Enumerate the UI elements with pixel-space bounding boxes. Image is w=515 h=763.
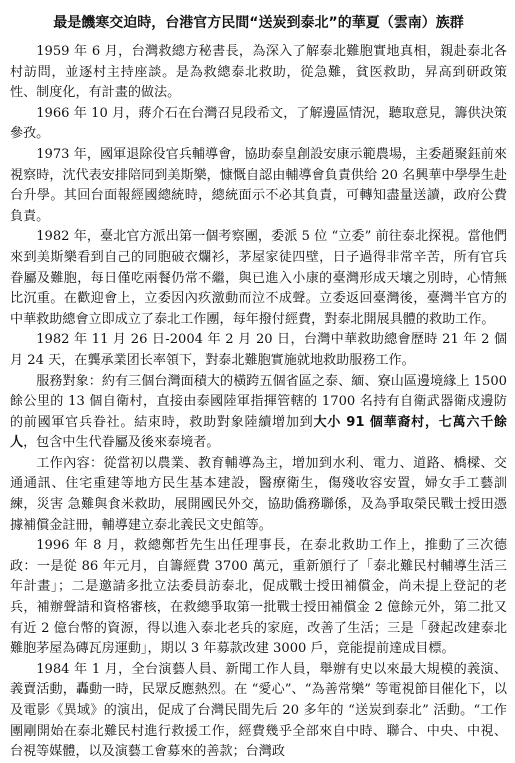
service-targets-tail: ，包含中生代眷屬及後來泰境者。: [23, 435, 220, 451]
paragraph-1984: 1984 年 1 月，全台演藝人員、新聞工作人員，舉辦有史以來最大規模的義演、義賣活動，轟動一時，民眾反應熱烈。在 “愛心”、“為善常樂” 等電視節目催化下，以及電影《異域》的演出，促成了台灣民間先后 20 多年的 “送炭到泰北” 活動。“工作團剛開始在泰北難民村進行救援工作，經費幾乎全部來自中時、聯合、中央、中視、台視等媒體，以及演藝工會募來的善款；台灣政: [10, 661, 507, 760]
paragraph-1982-2004: 1982 年 11 月 26 日-2004 年 2 月 20 日，台灣中華救助總會歷時 21 年 2 個月 24 天，在龔承業团长率領下，對泰北難胞實施就地救助服務工作。: [10, 332, 507, 368]
paragraph-1982-delegation: 1982 年，臺北官方派出第一個考察團，委派 5 位 “立委” 前往泰北探視。當他們來到美斯樂看到自己的同胞破衣爛衫，茅屋家徒四壁，日子過得非常辛苦，所有官兵眷屬及難胞，每日僅吃兩餐仍常不繼，與已進入小康的臺灣形成天壤之別時，心情無比沉重。在歡迎會上，立委因內疚激動而泣不成聲。立委返回臺灣後，臺灣半官方的中華救助總會立即成立了泰北工作團，每年撥付經費，對泰北開展具體的救助工作。: [10, 229, 507, 327]
service-targets-text: 服務對象：約有三個台灣面積大的橫跨五個省區之泰、緬、寮山區邊境緣上 1500 餘公里的 13 個自衛村，直接由泰國陸軍指揮管轄的 1700 名持有自衛武器衛戍邊防的前國軍官兵眷社。結束時，救助對象陸續增加到: [10, 373, 507, 430]
paragraph-work-content: 工作內容：從當初以農業、教育輔導為主，增加到水利、電力、道路、橋樑、交通通訊、住宅重建等地方民生基本建設，醫療衛生，傷殘收容安置，婦女手工藝訓練，災害 急難與食米救助，展開國民外交，協助僑務聯係，及為爭取榮民戰士授田憑據補償金註冊，輔導建立泰北義民文史館等。: [10, 455, 507, 533]
paragraph-1959: 1959 年 6 月，台灣救總方秘書長，為深入了解泰北難胞實地真相，親赴泰北各村訪問，並逐村主持座談。是為救總泰北救助，從急難，貧医救助，昇高到研政策性、制度化，有計畫的做法。: [10, 44, 507, 101]
paragraph-1973: 1973 年，國軍退除役官兵輔導會，協助泰皇創設安康示範農場，主委趙聚鈺前來視察時，沈代表安排陪同到美斯樂，慷慨自認由輔導會負責供给 20 名興華中學學生赴台升學。其回台面報經國總統時，總統面示不必其負責，可轉知盡量送讀，政府公費負責。: [10, 146, 507, 224]
paragraph-1996: 1996 年 8 月，救總鄭哲先生出任理事長，在泰北救助工作上，推動了三次德政：一是從 86 年元月，自籌經費 3700 萬元，重新頒行了「泰北難民村輔導生活三年計畫」；二是邀請多批立法委員訪泰北，促成戰士授田補償金，尚未提上登記的老兵，補辦聲請和資格審核，在救總爭取第一批戰士授田補償金 2 億餘元外，第二批又有近 2 億台幣的資源，得以進入泰北老兵的家庭，改善了生活；三是「發起改建泰北難胞茅屋為磚瓦房運動」，期以 3 年募款改建 3000 戶，竟能提前達成目標。: [10, 538, 507, 657]
paragraph-service-targets: [10, 372, 507, 454]
page-title: 最是饑寒交迫時，台港官方民間“送炭到泰北”的華夏（雲南）族群: [53, 15, 464, 31]
service-targets-highlight: 大小 91 個華裔村，七萬六千餘人: [10, 414, 508, 451]
paragraph-1966: 1966 年 10 月，蔣介石在台灣召見段希文，了解邊區情況，聽取意見，籌供決策參孜。: [10, 105, 507, 142]
